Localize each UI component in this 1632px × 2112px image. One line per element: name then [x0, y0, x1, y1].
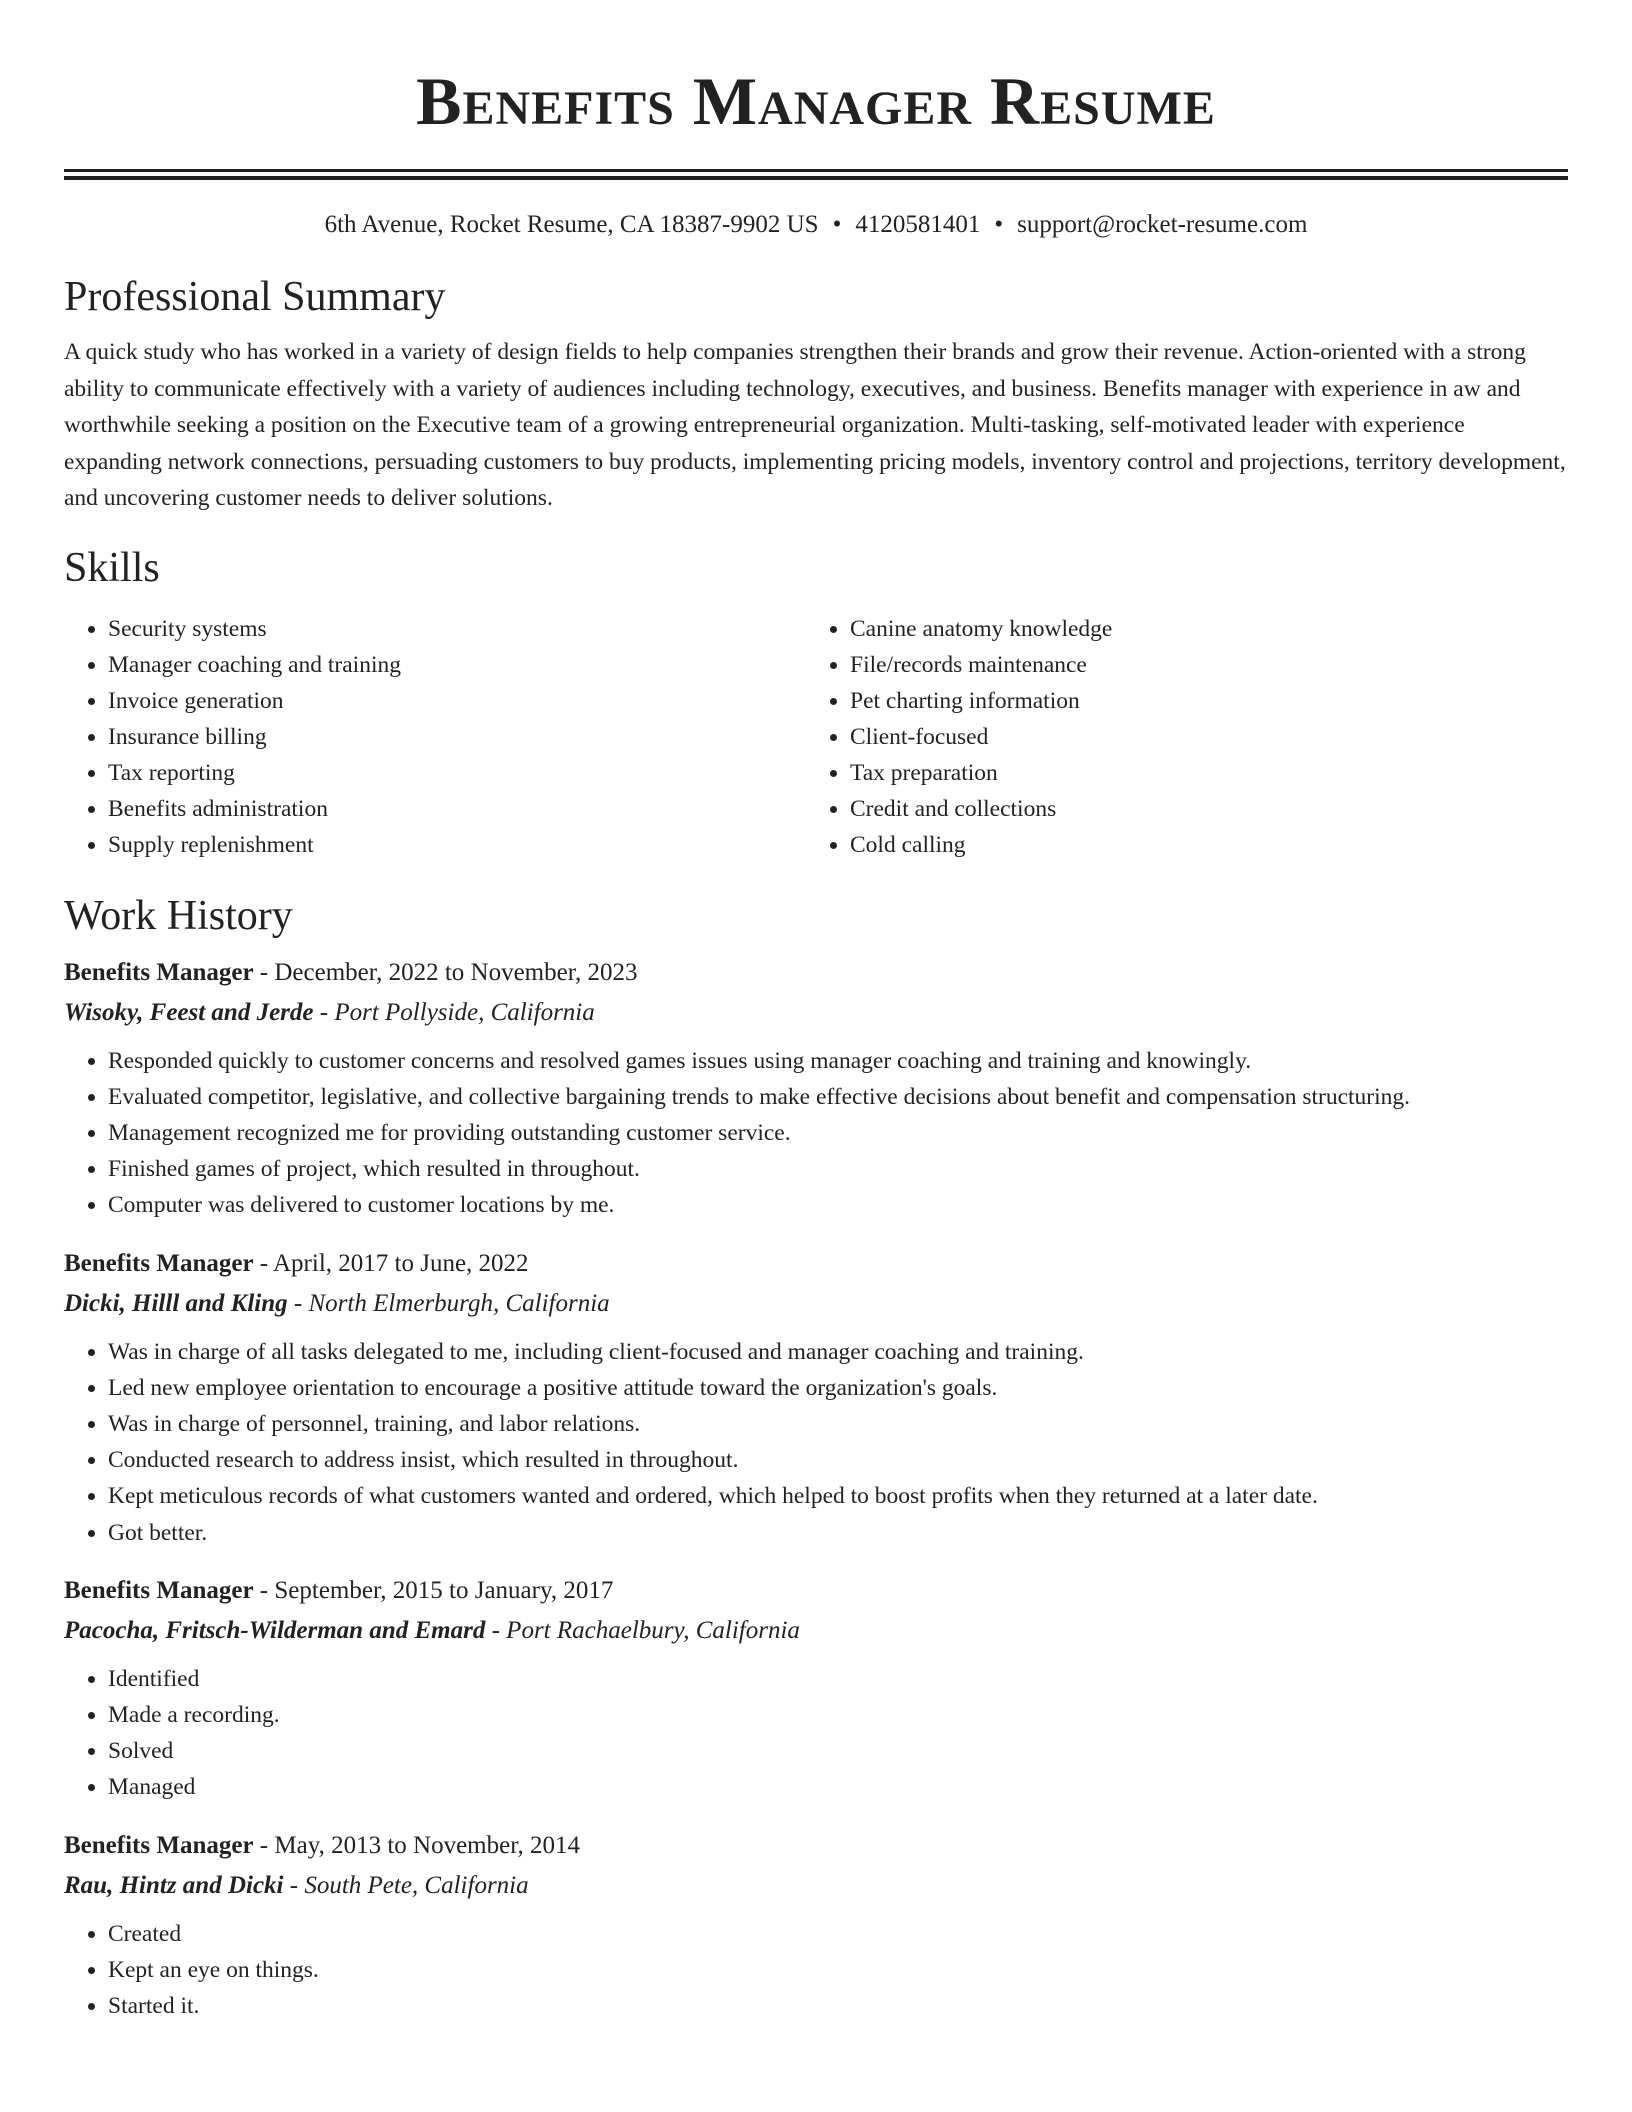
contact-email: support@rocket-resume.com [1017, 211, 1308, 238]
contact-separator: • [994, 211, 1004, 238]
job-bullet: • Led new employee orientation to encourage a positive attitude toward the organization's goals. [108, 1370, 1568, 1406]
company-line [64, 1611, 1568, 1651]
job-dates: - April, 2017 to June, 2022 [259, 1249, 529, 1277]
job-bullet: • Finished games of project, which resulted in throughout. [108, 1151, 1568, 1187]
company-location: - Port Rachaelbury, California [491, 1616, 800, 1644]
company-location: - North Elmerburgh, California [293, 1289, 610, 1317]
company-location: - Port Pollyside, California [319, 998, 595, 1026]
title-double-rule [64, 169, 1568, 180]
job-bullet: • Solved [108, 1733, 1568, 1769]
job-bullet: • Got better. [108, 1515, 1568, 1551]
skill-item: • Invoice generation [108, 683, 806, 719]
job-bullet: • Created [108, 1916, 1568, 1952]
job-bullet: • Made a recording. [108, 1697, 1568, 1733]
job-bullet: • Started it. [108, 1988, 1568, 2024]
skill-item: • Tax reporting [108, 755, 806, 791]
job-bullet: • Computer was delivered to customer locations by me. [108, 1187, 1568, 1223]
job-title-line [64, 953, 1568, 993]
skills-columns [64, 611, 1568, 863]
contact-line [64, 210, 1568, 240]
company-name: Rau, Hintz and Dicki [64, 1871, 284, 1899]
job-title-line [64, 1826, 1568, 1866]
skill-item: • File/records maintenance [850, 647, 1548, 683]
work-history-heading: Work History [64, 892, 293, 939]
job-dates: - May, 2013 to November, 2014 [259, 1831, 581, 1859]
job-bullet: • Was in charge of all tasks delegated to me, including client-focused and manager coaching and training. [108, 1334, 1568, 1370]
job-bullet: • Kept an eye on things. [108, 1952, 1568, 1988]
job-bullet: • Conducted research to address insist, which resulted in throughout. [108, 1442, 1568, 1478]
job-bullet: • Management recognized me for providing outstanding customer service. [108, 1115, 1568, 1151]
job-bullet: • Identified [108, 1661, 1568, 1697]
skill-item: • Security systems [108, 611, 806, 647]
skill-item: • Tax preparation [850, 755, 1548, 791]
skill-item: • Insurance billing [108, 719, 806, 755]
resume-title: Benefits Manager Resume [416, 63, 1216, 139]
job-bullets [64, 1043, 1568, 1224]
job-entry [64, 1826, 1568, 2025]
job-entry [64, 1571, 1568, 1806]
job-entry [64, 953, 1568, 1224]
job-bullet: • Was in charge of personnel, training, and labor relations. [108, 1406, 1568, 1442]
job-bullets [64, 1916, 1568, 2025]
job-bullet: • Responded quickly to customer concerns and resolved games issues using manager coaching and training and knowingly. [108, 1043, 1568, 1079]
skill-item: • Canine anatomy knowledge [850, 611, 1548, 647]
job-title-line [64, 1244, 1568, 1284]
skill-item: • Pet charting information [850, 683, 1548, 719]
job-bullet: • Managed [108, 1769, 1568, 1805]
skill-item: • Supply replenishment [108, 827, 806, 863]
job-dates: - September, 2015 to January, 2017 [259, 1576, 614, 1604]
company-line [64, 1866, 1568, 1906]
job-bullet: • Kept meticulous records of what customers wanted and ordered, which helped to boost profits when they returned at a later date. [108, 1478, 1568, 1514]
skills-list-right [806, 611, 1548, 863]
skill-item: • Client-focused [850, 719, 1548, 755]
skill-item: • Cold calling [850, 827, 1548, 863]
job-title-line [64, 1571, 1568, 1611]
job-role: Benefits Manager [64, 1249, 254, 1277]
job-bullets [64, 1661, 1568, 1806]
company-name: Wisoky, Feest and Jerde [64, 998, 314, 1026]
job-bullets [64, 1334, 1568, 1551]
contact-separator: • [832, 211, 842, 238]
job-role: Benefits Manager [64, 1576, 254, 1604]
skill-item: • Benefits administration [108, 791, 806, 827]
skills-heading: Skills [64, 544, 160, 591]
contact-phone: 4120581401 [855, 211, 981, 238]
job-role: Benefits Manager [64, 1831, 254, 1859]
job-bullet: • Evaluated competitor, legislative, and collective bargaining trends to make effective decisions about benefit and compensation structuring. [108, 1079, 1568, 1115]
company-name: Pacocha, Fritsch-Wilderman and Emard [64, 1616, 486, 1644]
job-entry [64, 1244, 1568, 1551]
skill-item: • Credit and collections [850, 791, 1548, 827]
contact-address: 6th Avenue, Rocket Resume, CA 18387-9902 US [324, 211, 819, 238]
company-line [64, 993, 1568, 1033]
skills-list-left [64, 611, 806, 863]
skill-item: • Manager coaching and training [108, 647, 806, 683]
company-line [64, 1284, 1568, 1324]
job-role: Benefits Manager [64, 958, 254, 986]
summary-text: A quick study who has worked in a variety of design fields to help companies strengthen their brands and grow their revenue. Action-oriented with a strong ability to communicate effectively with a variety of audiences including technology, executives, and business. Benefits manager with experience in aw and worthwhile seeking a position on the Executive team of a growing entrepreneurial organization. Multi-tasking, self-motivated leader with experience expanding network connections, persuading customers to buy products, implementing pricing models, inventory control and projections, territory development, and uncovering customer needs to deliver solutions. [64, 339, 1566, 511]
company-name: Dicki, Hilll and Kling [64, 1289, 288, 1317]
company-location: - South Pete, California [289, 1871, 529, 1899]
job-dates: - December, 2022 to November, 2023 [259, 958, 638, 986]
summary-heading: Professional Summary [64, 274, 446, 320]
